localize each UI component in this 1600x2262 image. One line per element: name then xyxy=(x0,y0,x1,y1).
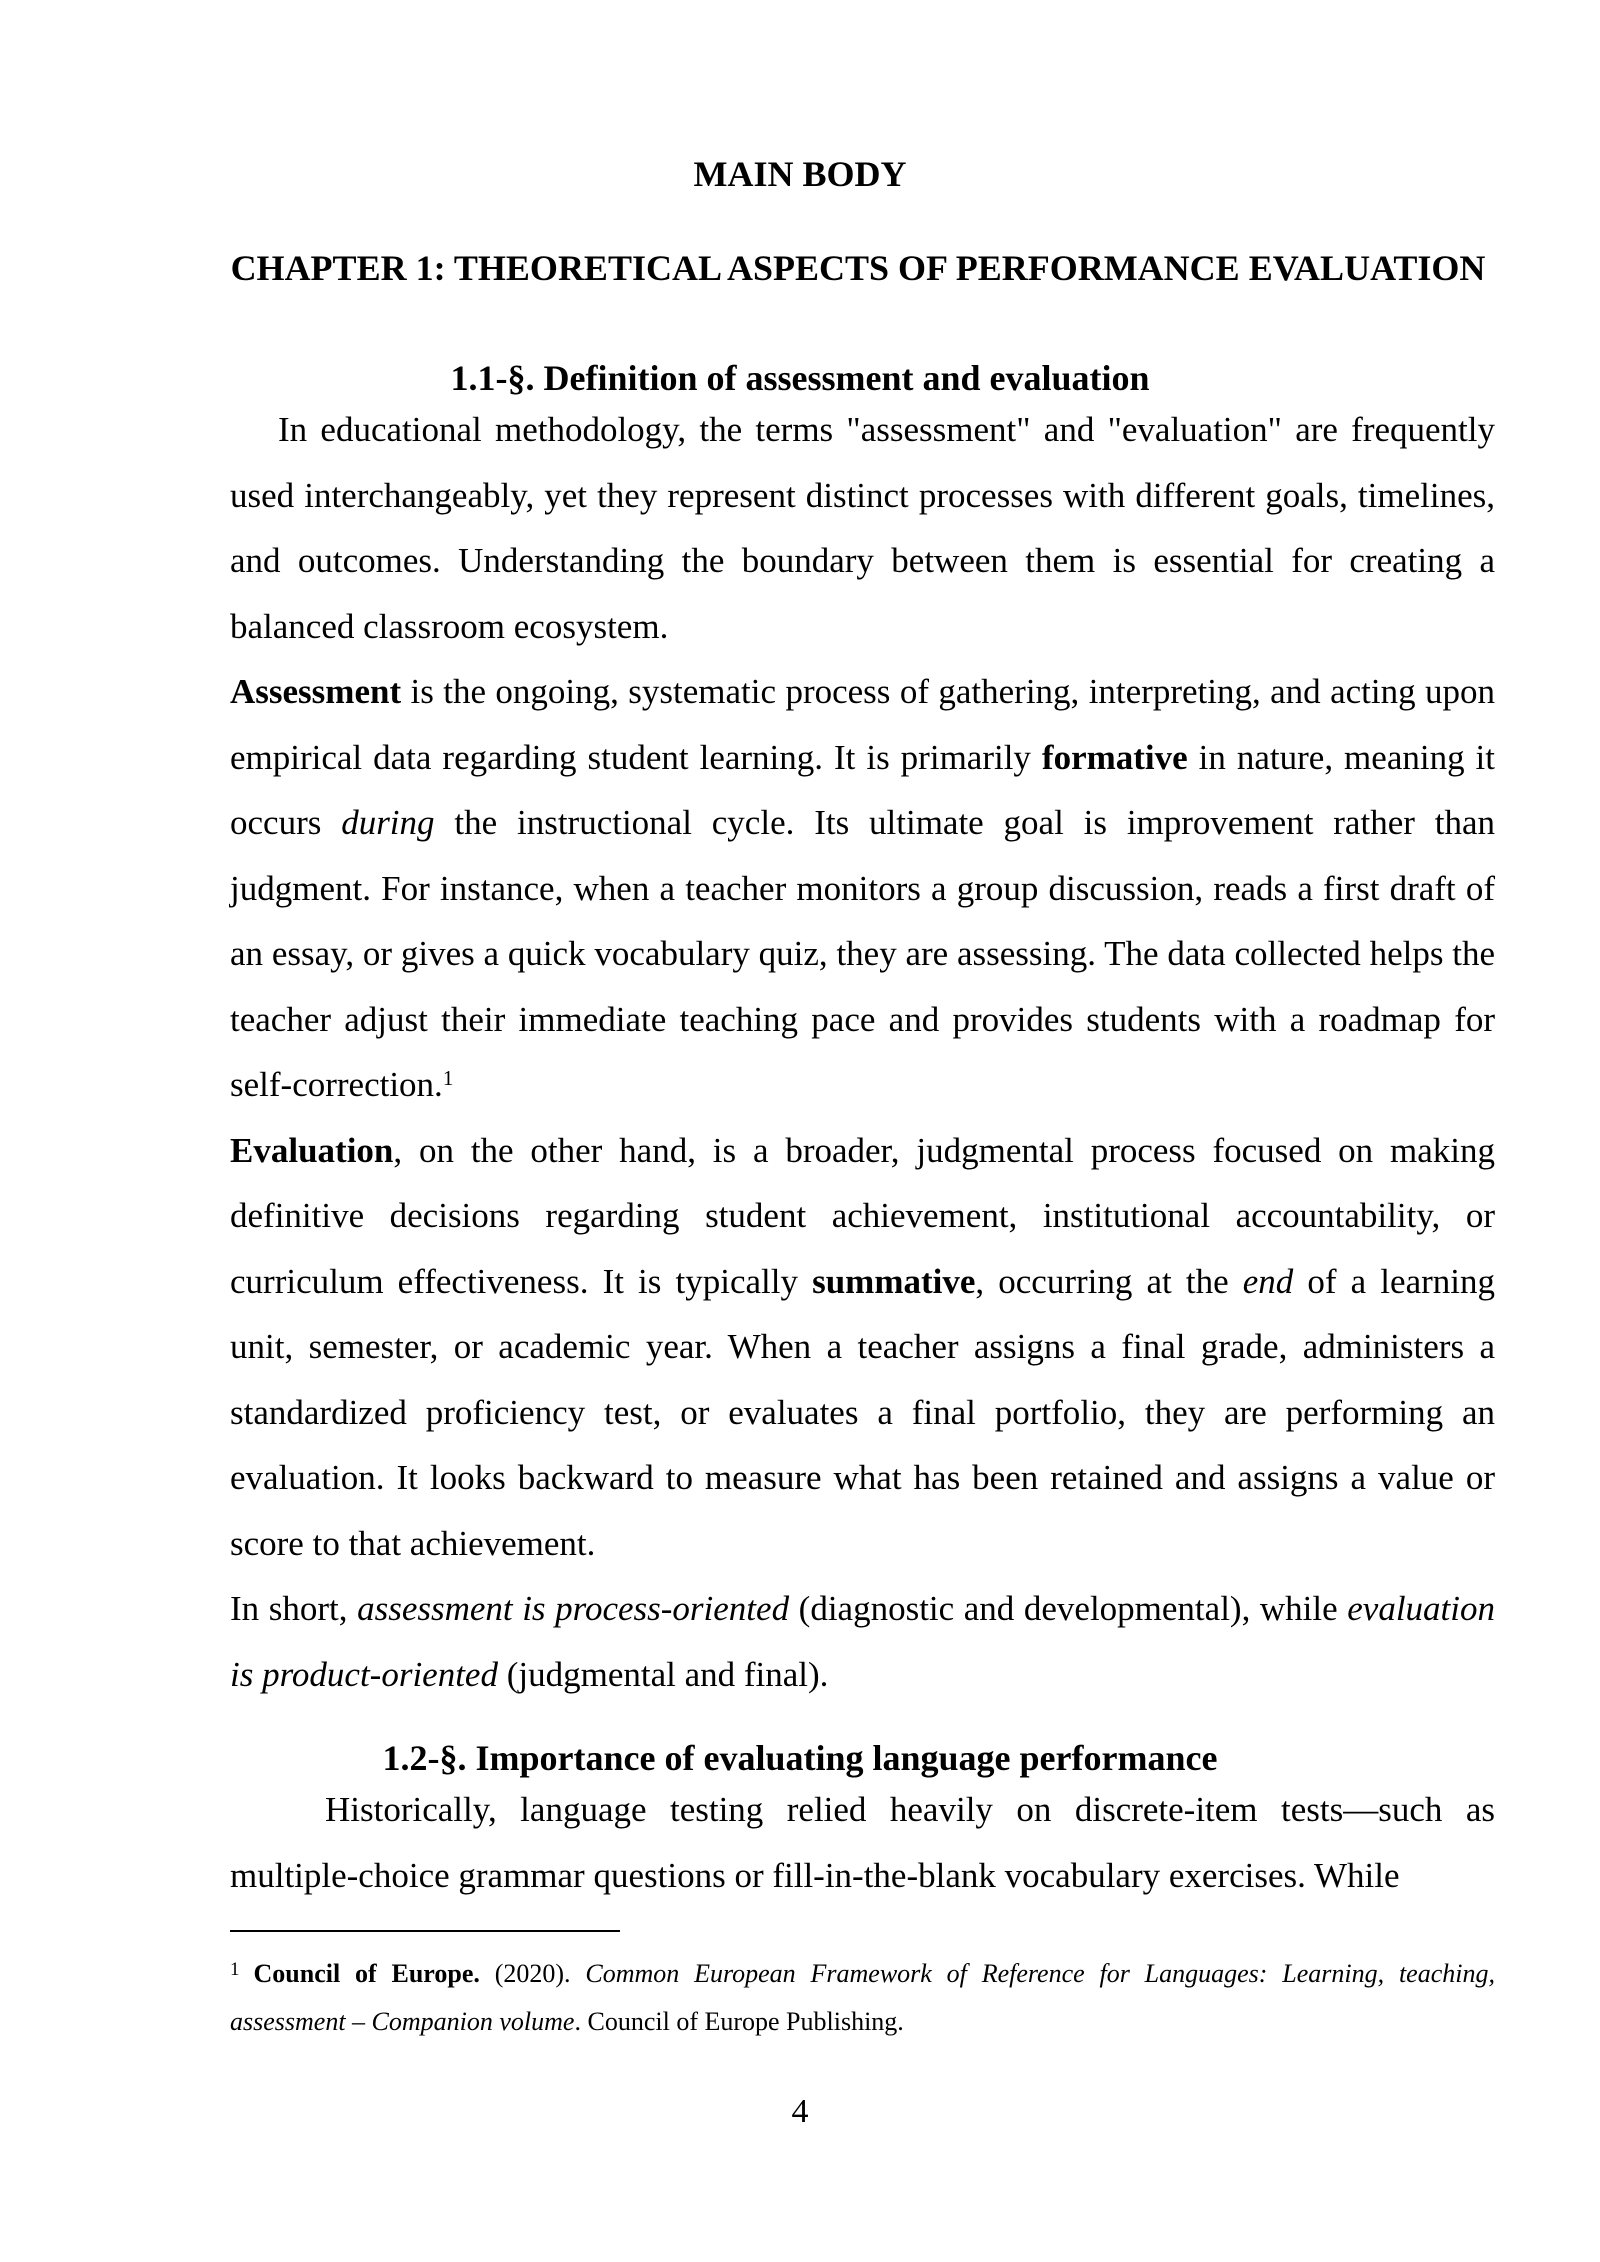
section-1-paragraph-1: In educational methodology, the terms "assessment" and "evaluation" are frequently used interchangeably, yet they represent distinct processes with different goals, timelines, and outcomes. Understanding the boundary between them is essential for creating a balanced classroom ecosystem. xyxy=(230,410,1495,646)
paragraph-2-text-3: the instructional cycle. Its ultimate goal is improvement rather than judgment. For instance, when a teacher monitors a group discussion, reads a first draft of an essay, or gives a quick vocabulary quiz, they are assessing. The data collected helps the teacher adjust their immediate teaching pace and provides students with a roadmap for self-correction. xyxy=(230,803,1495,1104)
paragraph-2-text-1: is the ongoing, systematic process of gathering, interpreting, and acting upon empirical data regarding student learning. It is primarily xyxy=(230,672,1495,777)
assessment-process-emphasis: assessment is process-oriented xyxy=(357,1589,790,1628)
assessment-term: Assessment xyxy=(230,672,402,711)
footnote-separator xyxy=(230,1930,620,1932)
paragraph-4-text-3: (judgmental and final). xyxy=(497,1654,829,1694)
section-2-paragraph-1: Historically, language testing relied heavily on discrete-item tests—such as multiple-choice grammar questions or fill-in-the-blank vocabulary exercises. While xyxy=(230,1790,1495,1895)
paragraph-3-text-3: of a learning unit, semester, or academic year. When a teacher assigns a final grade, administers a standardized proficiency test, or evaluates a final portfolio, they are performing an evaluation. It looks backward to measure what has been retained and assigns a value or score to that achievement. xyxy=(230,1261,1495,1563)
paragraph-4-text-1: In short, xyxy=(230,1589,358,1628)
footnote-number: 1 xyxy=(230,1959,240,1980)
end-emphasis: end xyxy=(1242,1261,1294,1301)
footnote xyxy=(230,1950,1495,2046)
chapter-heading: CHAPTER 1: THEORETICAL ASPECTS OF PERFORMANCE EVALUATION xyxy=(230,248,1486,288)
summative-term: summative xyxy=(812,1261,976,1301)
main-body-heading: MAIN BODY xyxy=(693,154,907,194)
footnote-author: Council of Europe. xyxy=(253,1959,480,1988)
footnote-year: (2020). xyxy=(479,1959,586,1988)
paragraph-3-text-1: , on the other hand, is a broader, judgmental process focused on making definitive decisions regarding student achievement, institutional accountability, or curriculum effectiveness. It is typically xyxy=(230,1130,1495,1301)
paragraph-3-text-2: , occurring at the xyxy=(975,1261,1243,1301)
section-1-paragraph-4 xyxy=(230,1576,1495,1707)
section-1-body xyxy=(230,397,1495,1707)
section-2-heading: 1.2-§. Importance of evaluating language performance xyxy=(382,1738,1218,1778)
section-2-body xyxy=(230,1777,1495,1908)
formative-term: formative xyxy=(1041,737,1188,777)
footnote-reference[interactable]: 1 xyxy=(442,1066,454,1090)
footnote-title: Common European Framework of Reference for Languages: Learning, teaching, assessment – Companion volume xyxy=(230,1959,1495,2036)
footnote-publisher: . Council of Europe Publishing. xyxy=(574,2007,904,2036)
page-number: 4 xyxy=(791,2093,809,2130)
paragraph-2-text-2: in nature, meaning it occurs xyxy=(230,737,1496,842)
during-emphasis: during xyxy=(341,803,435,842)
evaluation-term: Evaluation xyxy=(230,1130,394,1170)
paragraph-4-text-2: (diagnostic and developmental), while xyxy=(789,1589,1348,1628)
section-1-paragraph-3 xyxy=(230,1118,1495,1577)
section-1-paragraph-2 xyxy=(230,659,1495,1118)
section-1-heading: 1.1-§. Definition of assessment and evaluation xyxy=(450,358,1150,398)
evaluation-product-emphasis: evaluation is product-oriented xyxy=(230,1589,1495,1694)
